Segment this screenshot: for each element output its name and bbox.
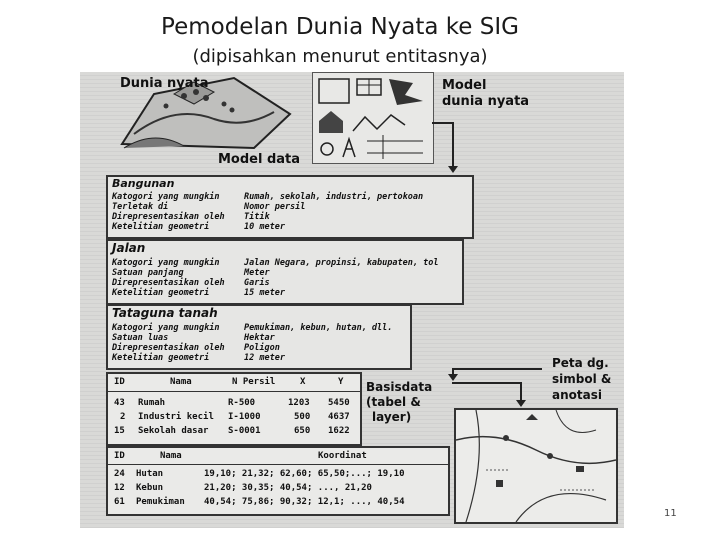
arrow-down-icon bbox=[448, 374, 458, 381]
table-cell: Industri kecil bbox=[138, 412, 214, 422]
block-jalan bbox=[106, 239, 464, 305]
table-cell: R-500 bbox=[228, 398, 256, 408]
table-cell: 4637 bbox=[328, 412, 350, 422]
table-cell: Rumah bbox=[138, 398, 166, 408]
table-cell: 5450 bbox=[328, 398, 350, 408]
row-label: Satuan luas bbox=[112, 333, 169, 343]
row-value: Jalan Negara, propinsi, kabupaten, tol bbox=[244, 258, 439, 268]
table-cell: 15 bbox=[114, 426, 125, 436]
row-label: Direpresentasikan oleh bbox=[112, 343, 225, 353]
block-title: Jalan bbox=[112, 241, 146, 255]
model-icons-box bbox=[312, 72, 434, 164]
row-value: 10 meter bbox=[244, 222, 285, 232]
table-cell: 21,20; 30,35; 40,54; ..., 21,20 bbox=[204, 483, 372, 493]
real-world-illustration bbox=[114, 74, 294, 152]
table-cell: 650 bbox=[294, 426, 311, 436]
page-number: 11 bbox=[664, 508, 677, 519]
table-cell: S-0001 bbox=[228, 426, 261, 436]
label-peta-2: simbol & bbox=[552, 372, 612, 386]
page-title: Pemodelan Dunia Nyata ke SIG bbox=[161, 14, 519, 40]
table-header: Nama bbox=[170, 377, 192, 387]
table-header: Nama bbox=[160, 451, 182, 461]
table-cell: Sekolah dasar bbox=[138, 426, 209, 436]
row-value: 15 meter bbox=[244, 288, 285, 298]
row-label: Katogori yang mungkin bbox=[112, 258, 220, 268]
connector-line bbox=[452, 368, 542, 370]
table-bangunan-attributes bbox=[106, 372, 362, 446]
connector-line bbox=[520, 382, 522, 402]
row-label: Terletak di bbox=[112, 202, 169, 212]
table-cell: 1203 bbox=[288, 398, 310, 408]
label-basisdata-2: (tabel & bbox=[366, 395, 421, 409]
label-peta-1: Peta dg. bbox=[552, 356, 609, 370]
row-label: Direpresentasikan oleh bbox=[112, 212, 225, 222]
row-label: Ketelitian geometri bbox=[112, 288, 210, 298]
row-value: Pemukiman, kebun, hutan, dll. bbox=[244, 323, 393, 333]
row-value: Nomor persil bbox=[244, 202, 306, 212]
table-cell: 19,10; 21,32; 62,60; 65,50;...; 19,10 bbox=[204, 469, 405, 479]
row-value: 12 meter bbox=[244, 353, 285, 363]
label-basisdata-3: layer) bbox=[372, 410, 412, 424]
label-model-dunia-nyata-1: Model bbox=[442, 78, 487, 93]
connector-line bbox=[452, 382, 522, 384]
table-cell: 500 bbox=[294, 412, 311, 422]
table-header: Y bbox=[338, 377, 344, 387]
table-header: ID bbox=[114, 451, 125, 461]
page-subtitle: (dipisahkan menurut entitasnya) bbox=[192, 46, 488, 67]
block-bangunan bbox=[106, 175, 474, 239]
label-dunia-nyata: Dunia nyata bbox=[120, 76, 209, 91]
table-cell: 1622 bbox=[328, 426, 350, 436]
row-value: Titik bbox=[244, 212, 270, 222]
row-value: Poligon bbox=[244, 343, 280, 353]
row-label: Satuan panjang bbox=[112, 268, 184, 278]
label-peta-3: anotasi bbox=[552, 388, 602, 402]
row-label: Katogori yang mungkin bbox=[112, 192, 220, 202]
table-cell: Pemukiman bbox=[136, 497, 185, 507]
row-label: Ketelitian geometri bbox=[112, 353, 210, 363]
table-header: X bbox=[300, 377, 306, 387]
row-value: Meter bbox=[244, 268, 270, 278]
row-label: Direpresentasikan oleh bbox=[112, 278, 225, 288]
table-cell: 24 bbox=[114, 469, 125, 479]
block-title: Bangunan bbox=[112, 177, 175, 190]
block-tataguna-tanah bbox=[106, 304, 412, 370]
table-tataguna-coordinates bbox=[106, 446, 450, 516]
label-model-dunia-nyata-2: dunia nyata bbox=[442, 94, 530, 109]
row-value: Garis bbox=[244, 278, 270, 288]
table-cell: I-1000 bbox=[228, 412, 261, 422]
row-label: Ketelitian geometri bbox=[112, 222, 210, 232]
connector-line bbox=[432, 122, 454, 124]
label-model-data: Model data bbox=[218, 152, 301, 167]
table-cell: 61 bbox=[114, 497, 125, 507]
table-header: Koordinat bbox=[318, 451, 367, 461]
row-label: Katogori yang mungkin bbox=[112, 323, 220, 333]
row-value: Hektar bbox=[244, 333, 275, 343]
arrow-down-icon bbox=[448, 166, 458, 173]
scanned-figure bbox=[80, 72, 624, 528]
map-illustration bbox=[454, 408, 618, 524]
table-cell: 40,54; 75,86; 90,32; 12,1; ..., 40,54 bbox=[204, 497, 405, 507]
table-header: ID bbox=[114, 377, 125, 387]
block-title: Tataguna tanah bbox=[112, 306, 218, 320]
label-basisdata-1: Basisdata bbox=[366, 380, 433, 394]
connector-line bbox=[452, 122, 454, 168]
table-cell: 12 bbox=[114, 483, 125, 493]
table-cell: Kebun bbox=[136, 483, 164, 493]
table-header: N Persil bbox=[232, 377, 276, 387]
table-cell: 43 bbox=[114, 398, 125, 408]
table-cell: 2 bbox=[120, 412, 126, 422]
arrow-down-icon bbox=[516, 400, 526, 407]
row-value: Rumah, sekolah, industri, pertokoan bbox=[244, 192, 424, 202]
table-cell: Hutan bbox=[136, 469, 164, 479]
